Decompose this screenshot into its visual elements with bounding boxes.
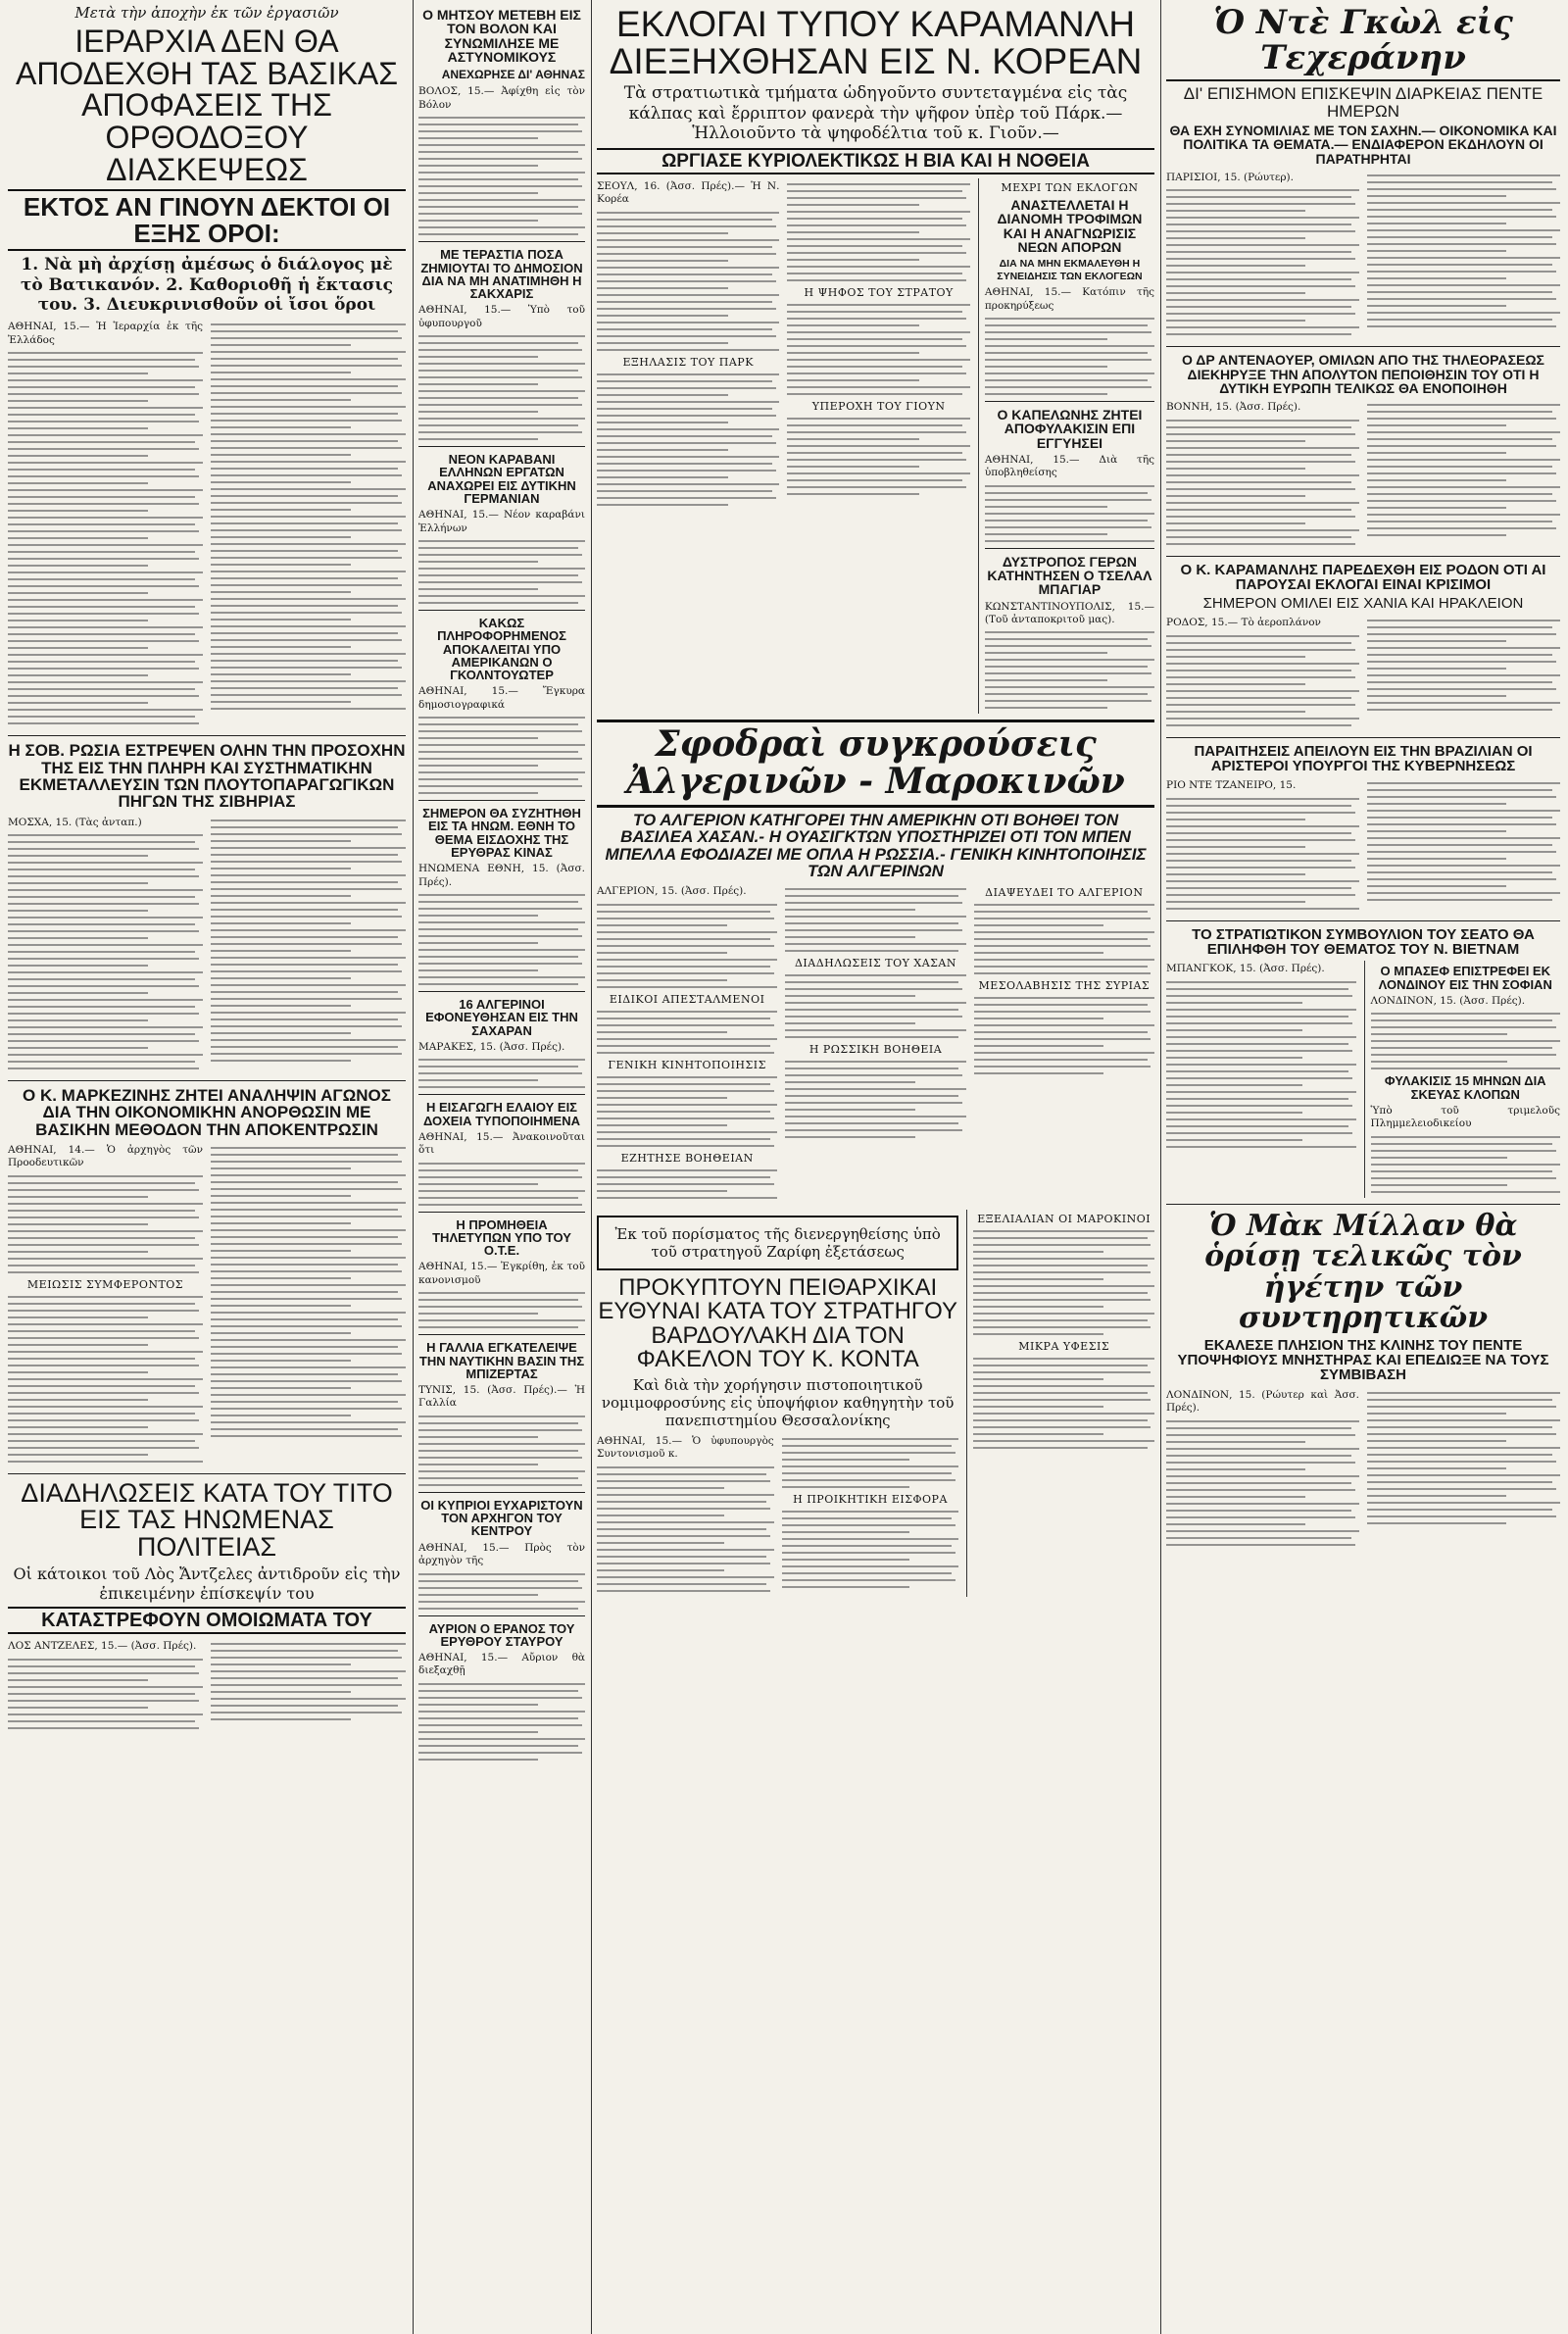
banner-algerian-moroccan-clashes: Σφοδραὶ συγκρούσεις Ἀλγερινῶν - Μαροκινῶν [597,720,1154,808]
article-dateline: ΜΟΣΧΑ, 15. (Τὰς ἀνταπ.) [8,816,142,828]
headline-olive-oil: Η ΕΙΣΑΓΩΓΗ ΕΛΑΙΟΥ ΕΙΣ ΔΟΧΕΙΑ ΤΥΠΟΠΟΙΗΜΕΝΑ [423,1100,580,1128]
article-dateline: ΑΘΗΝΑΙ, 15.— Αὔριον θὰ διεξαχθῇ [418,1652,585,1677]
article-dateline: ΑΘΗΝΑΙ, 15.— Ἔγκυρα δημοσιογραφικά [418,685,585,711]
seato-section [1166,961,1560,1197]
section-kicker: ΜΕΧΡΙ ΤΩΝ ΕΚΛΟΓΩΝ [1001,181,1139,195]
article-dateline: ΡΙΟ ΝΤΕ ΤΖΑΝΕΙΡΟ, 15. [1166,779,1297,792]
deck-de-gaulle: ΘΑ ΕΧΗ ΣΥΝΟΜΙΛΙΑΣ ΜΕ ΤΟΝ ΣΑΧΗΝ.— ΟΙΚΟΝΟΜΙΚΑ ΚΑΙ ΠΟΛΙΤΙΚΑ ΤΑ ΘΕΜΑΤΑ.— ΕΝΔΙΑΦΕΡΟΝ ΕΚΔΗΛΟΥΝ ΟΙ ΠΑΡΑΤΗΡΗΤΑΙ [1169,123,1557,167]
subhead-chania: ΣΗΜΕΡΟΝ ΟΜΙΛΕΙ ΕΙΣ ΧΑΝΙΑ ΚΑΙ ΗΡΑΚΛΕΙΟΝ [1202,595,1524,613]
article-dateline: ΒΟΛΟΣ, 15.— Ἀφίχθη εἰς τὸν Βόλον [418,85,585,111]
conditions-list: 1. Νὰ μὴ ἀρχίσῃ ἀμέσως ὁ διάλογος μὲ τὸ Βατικανόν. 2. Καθοριοθῆ ἡ ἔκτασις του. 3. Διευκρινισθοῦν οἱ ἴσοι ὅροι [20,255,394,315]
section-subhead: ΔΙΑΔΗΛΩΣΕΙΣ ΤΟΥ ΧΑΣΑΝ [794,957,956,970]
headline-vardoulakis: ΠΡΟΚΥΠΤΟΥΝ ΠΕΙΘΑΡΧΙΚΑΙ ΕΥΘΥΝΑΙ ΚΑΤΑ ΤΟΥ ΣΤΡΑΤΗΓΟΥ ΒΑΡΔΟΥΛΑΚΗ ΔΙΑ ΤΟΝ ΦΑΚΕΛΟΝ ΤΟΥ Κ. ΚΟΝΤΑ [598,1273,958,1373]
lower-center [597,1210,1154,1597]
article-dateline: ΒΟΝΝΗ, 15. (Ἀσσ. Πρές). [1166,401,1301,414]
article-dateline: ΑΘΗΝΑΙ, 15.— Νέον καραβάνι Ἑλλήνων [418,509,585,534]
article-dateline: ΛΟΝΔΙΝΟΝ, 15. (Ἀσσ. Πρές). [1370,994,1526,1007]
algeria-section [597,883,1154,1203]
headline-theft-tools: ΦΥΛΑΚΙΣΙΣ 15 ΜΗΝΩΝ ΔΙΑ ΣΚΕΥΑΣ ΚΛΟΠΩΝ [1384,1073,1546,1102]
article-dateline: ΠΑΡΙΣΙΟΙ, 15. (Ρώυτερ). [1166,171,1294,183]
column-center [597,0,1154,2334]
headline-un-china: ΣΗΜΕΡΟΝ ΘΑ ΣΥΖΗΤΗΘΗ ΕΙΣ ΤΑ ΗΝΩΜ. ΕΘΝΗ ΤΟ ΘΕΜΑ ΕΙΣΔΟΧΗΣ ΤΗΣ ΕΡΥΘΡΑΣ ΚΙΝΑΣ [422,806,581,860]
banner-effigies: ΚΑΤΑΣΤΡΕΦΟΥΝ ΟΜΟΙΩΜΑΤΑ ΤΟΥ [8,1607,406,1634]
headline-karamanlis-rhodes: Ο Κ. ΚΑΡΑΜΑΝΛΗΣ ΠΑΡΕΔΕΧΘΗ ΕΙΣ ΡΟΔΟΝ ΟΤΙ ΑΙ ΠΑΡΟΥΣΑΙ ΕΚΛΟΓΑΙ ΕΙΝΑΙ ΚΡΙΣΙΜΟΙ [1180,561,1546,593]
article-dateline: ΗΝΩΜΕΝΑ ΕΘΝΗ, 15. (Ἀσσ. Πρές). [418,863,585,888]
article-dateline: ΑΘΗΝΑΙ, 15.— Ὁ ὑφυπουργὸς Συντονισμοῦ κ. [597,1434,774,1461]
article-dateline: Ὑπὸ τοῦ τριμελοῦς Πλημμελειοδικείου [1370,1104,1560,1130]
article-tito [8,1638,406,1733]
column-rule [591,0,592,2334]
column-rule [413,0,414,2334]
deck-vardoulakis: Καὶ διὰ τὴν χορήγησιν πιστοποιητικοῦ νομιμοφροσύνης εἰς ὑποψήφιον καθηγητὴν τοῦ πανεπιστημίου Θεσσαλονίκης [601,1375,955,1429]
headline-adenauer: Ο ΔΡ ΑΝΤΕΝΑΟΥΕΡ, ΟΜΙΛΩΝ ΑΠΟ ΤΗΣ ΤΗΛΕΟΡΑΣΕΩΣ ΔΙΕΚΗΡΥΞΕ ΤΗΝ ΑΠΟΛΥΤΟΝ ΠΕΠΟΙΘΗΣΙΝ ΤΟΥ ΟΤΙ Η ΔΥΤΙΚΗ ΕΥΡΩΠΗ ΤΕΛΙΚΩΣ ΘΑ ΕΝΟΠΟΙΗΘΗ [1182,352,1544,396]
section-subhead: ΥΠΕΡΟΧΗ ΤΟΥ ΓΙΟΥΝ [811,400,946,414]
section-subhead: ΕΖΗΤΗΣΕ ΒΟΗΘΕΙΑΝ [620,1151,754,1165]
headline-mitsou: Ο ΜΗΤΣΟΥ ΜΕΤΕΒΗ ΕΙΣ ΤΟΝ ΒΟΛΟΝ ΚΑΙ ΣΥΝΩΜΙΛΗΣΕ ΜΕ ΑΣΤΥΝΟΜΙΚΟΥΣ [422,7,581,65]
article-dateline: ΛΟΝΔΙΝΟΝ, 15. (Ρώυτερ καὶ Ἀσσ. Πρές). [1166,1388,1359,1415]
article-dateline: ΑΘΗΝΑΙ, 15.— Κατόπιν τῆς προκηρύξεως [984,286,1154,312]
article-adenauer [1166,399,1560,549]
subhead-voters: ΔΙΑ ΝΑ ΜΗΝ ΕΚΜΑΛΕΥΘΗ Η ΣΥΝΕΙΔΗΣΙΣ ΤΩΝ ΕΚΛΟΓΕΩΝ [997,258,1143,282]
deck-algeria: ΤΟ ΑΛΓΕΡΙΟΝ ΚΑΤΗΓΟΡΕΙ ΤΗΝ ΑΜΕΡΙΚΗΝ ΟΤΙ ΒΟΗΘΕΙ ΤΟΝ ΒΑΣΙΛΕΑ ΧΑΣΑΝ.- Η ΟΥΑΣΙΓΚΤΩΝ ΥΠΟΣΤΗΡΙΖΕΙ ΟΤΙ ΤΟΝ ΜΠΕΝ ΜΠΕΛΛΑ ΕΦΟΔΙΑΖΕΙ ΜΕ ΟΠΛΑ Η ΡΩΣΣΙΑ.- ΓΕΝΙΚΗ ΚΙΝΗΤΟΠΟΙΗΣΙΣ ΤΩΝ ΑΛΓΕΡΙΝΩΝ [605,811,1147,881]
deck-korea: Τὰ στρατιωτικὰ τμήματα ὡδηγοῦντο συντεταγμένα εἰς τὰς κάλπας καὶ ἔρριπτον φανερὰ τὴν ψῆφον ὑπὲρ τοῦ Πάρκ.— Ἡλλοιοῦντο τὰ ψηφοδέλτια τοῦ κ. Γιοῦν.— [623,83,1128,144]
article-dateline: ΚΩΝΣΤΑΝΤΙΝΟΥΠΟΛΙΣ, 15.— (Τοῦ ἀνταποκριτοῦ μας). [984,600,1154,626]
headline-soviet-siberia: Η ΣΟΒ. ΡΩΣΙΑ ΕΣΤΡΕΨΕΝ ΟΛΗΝ ΤΗΝ ΠΡΟΣΟΧΗΝ ΤΗΣ ΕΙΣ ΤΗΝ ΠΛΗΡΗ ΚΑΙ ΣΥΣΤΗΜΑΤΙΚΗΝ ΕΚΜΕΤΑΛΛΕΥΣΙΝ ΤΩΝ ΠΛΟΥΤΟΠΑΡΑΓΩΓΙΚΩΝ ΠΗΓΩΝ ΤΗΣ ΣΙΒΗΡΙΑΣ [8,741,406,812]
subhead-departed: ΑΝΕΧΩΡΗΣΕ ΔΙ' ΑΘΗΝΑΣ [441,68,585,82]
headline-seato: ΤΟ ΣΤΡΑΤΙΩΤΙΚΟΝ ΣΥΜΒΟΥΛΙΟΝ ΤΟΥ ΣΕΑΤΟ ΘΑ ΕΠΙΛΗΦΘΗ ΤΟΥ ΘΕΜΑΤΟΣ ΤΟΥ Ν. ΒΙΕΤΝΑΜ [1192,925,1535,959]
headline-kapelonis: Ο ΚΑΠΕΛΩΝΗΣ ΖΗΤΕΙ ΑΠΟΦΥΛΑΚΙΣΙΝ ΕΠΙ ΕΓΓΥΗΣΕΙ [997,407,1143,451]
article-dateline: ΣΕΟΥΛ, 16. (Ἀσσ. Πρές).— Ἡ Ν. Κορέα [597,180,780,206]
headline-cypriots: ΟΙ ΚΥΠΡΙΟΙ ΕΥΧΑΡΙΣΤΟΥΝ ΤΟΝ ΑΡΧΗΓΟΝ ΤΟΥ ΚΕΝΤΡΟΥ [420,1497,583,1539]
headline-bayar: ΔΥΣΤΡΟΠΟΣ ΓΕΡΩΝ ΚΑΤΗΝΤΗΣΕΝ Ο ΤΣΕΛΑΛ ΜΠΑΓΙΑΡ [987,553,1152,598]
section-subhead: ΜΕΣΟΛΑΒΗΣΙΣ ΤΗΣ ΣΥΡΙΑΣ [978,979,1151,993]
headline-teletype: Η ΠΡΟΜΗΘΕΙΑ ΤΗΛΕΤΥΠΩΝ ΥΠΟ ΤΟΥ Ο.Τ.Ε. [432,1217,571,1259]
deck-macmillan: ΕΚΑΛΕΣΕ ΠΛΗΣΙΟΝ ΤΗΣ ΚΛΙΝΗΣ ΤΟΥ ΠΕΝΤΕ ΥΠΟΨΗΦΙΟΥΣ ΜΝΗΣΤΗΡΑΣ ΚΑΙ ΕΠΕΔΙΩΞΕ ΝΑ ΤΟΥΣ ΣΥΜΒΙΒΑΣΗ [1177,1336,1549,1384]
headline-hierarchy: ΙΕΡΑΡΧΙΑ ΔΕΝ ΘΑ ΑΠΟΔΕΧΘΗ ΤΑΣ ΒΑΣΙΚΑΣ ΑΠΟΦΑΣΕΙΣ ΤΗΣ ΟΡΘΟΔΟΞΟΥ ΔΙΑΣΚΕΨΕΩΣ [15,24,399,187]
article-dateline: ΑΘΗΝΑΙ, 15.— Ἐγκρίθη, ἐκ τοῦ κανονισμοῦ [418,1261,585,1286]
column-second [418,0,585,2334]
headline-red-cross: ΑΥΡΙΟΝ Ο ΕΡΑΝΟΣ ΤΟΥ ΕΡΥΘΡΟΥ ΣΤΑΥΡΟΥ [428,1620,575,1649]
article-dateline: ΜΠΑΝΓΚΟΚ, 15. (Ἀσσ. Πρές). [1166,963,1325,975]
section-subhead: Η ΡΩΣΣΙΚΗ ΒΟΗΘΕΙΑ [808,1043,943,1057]
headline-goldwater: ΚΑΚΩΣ ΠΛΗΡΟΦΟΡΗΜΕΝΟΣ ΑΠΟΚΑΛΕΙΤΑΙ ΥΠΟ ΑΜΕΡΙΚΑΝΩΝ Ο ΓΚΟΛΝΤΟΥΩΤΕΡ [437,616,566,683]
section-subhead: ΜΕΙΩΣΙΣ ΣΥΜΦΕΡΟΝΤΟΣ [26,1277,184,1291]
headline-brazil: ΠΑΡΑΙΤΗΣΕΙΣ ΑΠΕΙΛΟΥΝ ΕΙΣ ΤΗΝ ΒΡΑΖΙΛΙΑΝ ΟΙ ΑΡΙΣΤΕΡΟΙ ΥΠΟΥΡΓΟΙ ΤΗΣ ΚΥΒΕΡΝΗΣΕΩΣ [1194,742,1533,775]
section-subhead: ΕΞΗΛΑΣΙΣ ΤΟΥ ΠΑΡΚ [622,355,754,369]
headline-algerians-sahara: 16 ΑΛΓΕΡΙΝΟΙ ΕΦΟΝΕΥΘΗΣΑΝ ΕΙΣ ΤΗΝ ΣΑΧΑΡΑΝ [425,997,578,1038]
section-subhead: ΔΙΑΨΕΥΔΕΙ ΤΟ ΑΛΓΕΡΙΟΝ [985,886,1144,900]
section-subhead: ΓΕΝΙΚΗ ΚΙΝΗΤΟΠΟΙΗΣΙΣ [608,1058,766,1071]
article-dateline: ΑΛΓΕΡΙΟΝ, 15. (Ἀσσ. Πρές). [597,885,747,898]
article-hierarchy [8,319,406,729]
article-de-gaulle [1166,170,1560,340]
article-dateline: ΑΘΗΝΑΙ, 15.— Διὰ τῆς ὑποβληθείσης [984,453,1154,479]
headline-de-gaulle: Ὁ Ντὲ Γκὼλ εἰς Τεχεράνην [1166,6,1560,81]
article-markezinis [8,1142,406,1467]
article-brazil [1166,777,1560,914]
column-left [8,0,406,2334]
headline-bizerte: Η ΓΑΛΛΙΑ ΕΓΚΑΤΕΛΕΙΨΕ ΤΗΝ ΝΑΥΤΙΚΗΝ ΒΑΣΙΝ ΤΗΣ ΜΠΙΖΕΡΤΑΣ [418,1340,585,1381]
article-dateline: ΡΟΔΟΣ, 15.— Τὸ ἀεροπλάνον [1166,617,1321,629]
subhead-visit: ΔΙ' ΕΠΙΣΗΜΟΝ ΕΠΙΣΚΕΨΙΝ ΔΙΑΡΚΕΙΑΣ ΠΕΝΤΕ ΗΜΕΡΩΝ [1183,84,1544,121]
article-dateline: ΤΥΝΙΣ, 15. (Ἀσσ. Πρές).— Ἡ Γαλλία [418,1384,585,1410]
article-karamanlis [1166,615,1560,730]
headline-food-aid: ΑΝΑΣΤΕΛΛΕΤΑΙ Η ΔΙΑΝΟΜΗ ΤΡΟΦΙΜΩΝ ΚΑΙ Η ΑΝΑΓΝΩΡΙΣΙΣ ΝΕΩΝ ΑΠΟΡΩΝ [997,197,1143,255]
kicker-inquiry: Ἐκ τοῦ πορίσματος τῆς διενεργηθείσης ὑπὸ τοῦ στρατηγοῦ Ζαρίφη ἐξετάσεως [614,1224,941,1261]
section-subhead: Η ΨΗΦΟΣ ΤΟΥ ΣΤΡΑΤΟΥ [804,286,954,300]
article-dateline: ΑΘΗΝΑΙ, 15.— Ἡ Ἱεραρχία ἐκ τῆς Ἐλλάδος [8,321,203,346]
korea-section [597,178,1154,714]
article-dateline: ΑΘΗΝΑΙ, 14.— Ὁ ἀρχηγὸς τῶν Προοδευτικῶν [8,1143,203,1169]
inquiry-box [597,1216,958,1270]
kicker: Μετὰ τὴν ἀποχὴν ἐκ τῶν ἐργασιῶν [74,4,339,22]
headline-tito: ΔΙΑΔΗΛΩΣΕΙΣ ΚΑΤΑ ΤΟΥ ΤΙΤΟ ΕΙΣ ΤΑΣ ΗΝΩΜΕΝΑΣ ΠΟΛΙΤΕΙΑΣ [21,1477,393,1562]
headline-korea-elections: ΕΚΛΟΓΑΙ ΤΥΠΟΥ ΚΑΡΑΜΑΝΛΗ ΔΙΕΞΗΧΘΗΣΑΝ ΕΙΣ Ν. ΚΟΡΕΑΝ [609,4,1143,81]
headline-markezinis: Ο Κ. ΜΑΡΚΕΖΙΝΗΣ ΖΗΤΕΙ ΑΝΑΛΗΨΙΝ ΑΓΩΝΟΣ ΔΙΑ ΤΗΝ ΟΙΚΟΝΟΜΙΚΗΝ ΑΝΟΡΘΩΣΙΝ ΜΕ ΒΑΣΙΚΗΝ ΜΕΘΟΔΟΝ ΤΗΝ ΑΠΟΚΕΝΤΡΩΣΙΝ [23,1085,391,1139]
column-rule [1160,0,1161,2334]
article-siberia [8,815,406,1074]
column-right [1166,0,1560,2334]
article-dateline: ΑΘΗΝΑΙ, 15.— Ὑπὸ τοῦ ὑφυπουργοῦ [418,304,585,329]
article-dateline: ΑΘΗΝΑΙ, 15.— Ἀνακοινοῦται ὅτι [418,1130,585,1157]
sidebar-articles [978,178,1154,714]
article-macmillan [1166,1387,1560,1551]
section-subhead: Η ΠΡΟΙΚΗΤΙΚΗ ΕΙΣΦΟΡΑ [793,1492,948,1506]
banner-violence: ΩΡΓΙΑΣΕ ΚΥΡΙΟΛΕΚΤΙΚΩΣ Η ΒΙΑ ΚΑΙ Η ΝΟΘΕΙΑ [597,148,1154,174]
article-dateline: ΛΟΣ ΑΝΤΖΕΛΕΣ, 15.— (Ἀσσ. Πρές). [8,1640,197,1653]
headline-workers: ΝΕΟΝ ΚΑΡΑΒΑΝΙ ΕΛΛΗΝΩΝ ΕΡΓΑΤΩΝ ΑΝΑΧΩΡΕΙ ΕΙΣ ΔΥΤΙΚΗΝ ΓΕΡΜΑΝΙΑΝ [427,452,576,506]
article-dateline: ΑΘΗΝΑΙ, 15.— Πρὸς τὸν ἀρχηγὸν τῆς [418,1541,585,1567]
article-dateline: ΜΑΡΑΚΕΣ, 15. (Ἀσσ. Πρές). [418,1040,565,1053]
headline-bashev: Ο ΜΠΑΣΕΦ ΕΠΙΣΤΡΕΦΕΙ ΕΚ ΛΟΝΔΙΝΟΥ ΕΙΣ ΤΗΝ ΣΟΦΙΑΝ [1378,964,1552,992]
subhead-tito: Οἱ κάτοικοι τοῦ Λὸς Ἄντζελες ἀντιδροῦν εἰς τὴν ἐπικειμένην ἐπίσκεψίν του [13,1564,401,1603]
section-subhead: ΕΙΔΙΚΟΙ ΑΠΕΣΤΑΛΜΕΝΟΙ [609,992,765,1006]
headline-macmillan: Ὁ Μὰκ Μίλλαν θὰ ὁρίσῃ τελικῶς τὸν ἡγέτην τῶν συντηρητικῶν [1204,1208,1522,1336]
section-subhead: ΜΙΚΡΑ ΥΦΕΣΙΣ [1018,1339,1110,1353]
subhead-conditions: ΕΚΤΟΣ ΑΝ ΓΙΝΟΥΝ ΔΕΚΤΟΙ ΟΙ ΕΞΗΣ ΟΡΟΙ: [8,189,406,251]
section-subhead: ΕΞΕΛΙΑΛΙΑΝ ΟΙ ΜΑΡΟΚΙΝΟΙ [977,1212,1152,1225]
headline-sugar: ΜΕ ΤΕΡΑΣΤΙΑ ΠΟΣΑ ΖΗΜΙΟΥΤΑΙ ΤΟ ΔΗΜΟΣΙΟΝ ΔΙΑ ΝΑ ΜΗ ΑΝΑΤΙΜΗΘΗ Η ΣΑΚΧΑΡΙΣ [420,247,583,302]
